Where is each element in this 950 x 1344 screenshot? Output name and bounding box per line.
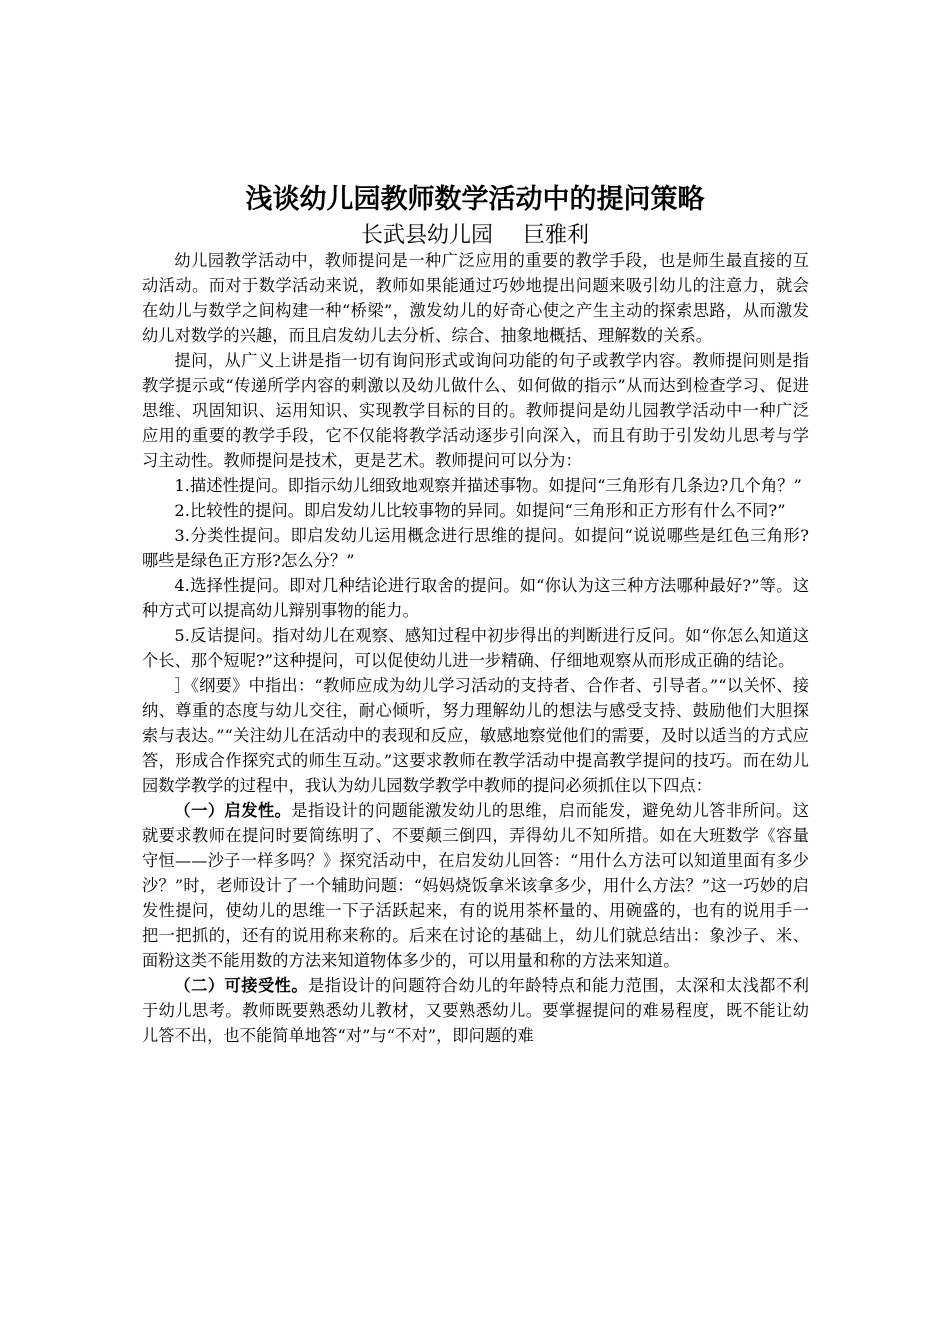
page-title: 浅谈幼儿园教师数学活动中的提问策略 [245, 184, 705, 215]
article-body [142, 248, 809, 1048]
point-2-text: 是指设计的问题符合幼儿的年龄特点和能力范围，太深和太浅都不利于幼儿思考。教师既要熟悉幼儿教材，又要熟悉幼儿。要掌握提问的难易程度，既不能让幼儿答不出，也不能简单地答“对”与“不对”，即问题的难 [142, 976, 809, 1045]
author-organization: 长武县幼儿园 [360, 223, 493, 248]
paragraph-type-4: 4.选择性提问。即对几种结论进行取舍的提问。如“你认为这三种方法哪种最好?”等。这种方式可以提高幼儿辩别事物的能力。 [142, 576, 809, 620]
paragraph-guideline: ］《纲要》中指出：“教师应成为幼儿学习活动的支持者、合作者、引导者。”“以关怀、接纳、尊重的态度与幼儿交往，耐心倾听，努力理解幼儿的想法与感受支持、鼓励他们大胆探索与表达。”“关注幼儿在活动中的表现和反应，敏感地察觉他们的需要，及时以适当的方式应答，形成合作探究式的师生互动。”这要求教师在教学活动中提高教学提问的技巧。而在幼儿园数学教学的过程中，我认为幼儿园数学教学中教师的提问必须抓住以下四点： [142, 676, 809, 795]
point-1-heading: （一）启发性。 [174, 801, 292, 820]
paragraph-type-5: 5.反诘提问。指对幼儿在观察、感知过程中初步得出的判断进行反问。如“你怎么知道这个长、那个短呢?”这种提问，可以促使幼儿进一步精确、仔细地观察从而形成正确的结论。 [142, 626, 809, 670]
paragraph-intro: 幼儿园教学活动中，教师提问是一种广泛应用的重要的教学手段，也是师生最直接的互动活动。而对于数学活动来说，教师如果能通过巧妙地提出问题来吸引幼儿的注意力，就会在幼儿与数学之间构建一种“桥梁”，激发幼儿的好奇心使之产生主动的探索思路，从而激发幼儿对数学的兴趣，而且启发幼儿去分析、综合、抽象地概括、理解数的关系。 [142, 251, 809, 345]
paragraph-point-2 [142, 973, 809, 1048]
paragraph-type-3: 3.分类性提问。即启发幼儿运用概念进行思维的提问。如提问“说说哪些是红色三角形?哪些是绿色正方形?怎么分？” [142, 526, 809, 570]
paragraph-type-1: 1.描述性提问。即指示幼儿细致地观察并描述事物。如提问“三角形有几条边?几个角？” [174, 476, 802, 495]
point-1-text: 是指设计的问题能激发幼儿的思维，启而能发，避免幼儿答非所问。这就要求教师在提问时要简练明了、不要颠三倒四，弄得幼儿不知所措。如在大班数学《容量守恒——沙子一样多吗？》探究活动中，在启发幼儿回答：“用什么方法可以知道里面有多少沙？”时，老师设计了一个辅助问题：“妈妈烧饭拿米该拿多少，用什么方法？”这一巧妙的启发性提问，使幼儿的思维一下子活跃起来，有的说用茶杯量的、用碗盛的，也有的说用手一把一把抓的，还有的说用称来称的。后来在讨论的基础上，幼儿们就总结出：象沙子、米、面粉这类不能用数的方法来知道物体多少的，可以用量和称的方法来知道。 [142, 801, 809, 970]
paragraph-type-2: 2.比较性的提问。即启发幼儿比较事物的异同。如提问“三角形和正方形有什么不同?” [174, 501, 786, 520]
point-2-heading: （二）可接受性。 [174, 976, 309, 995]
paragraph-point-1 [142, 798, 809, 973]
paragraph-definition: 提问，从广义上讲是指一切有询问形式或询问功能的句子或教学内容。教师提问则是指教学提示或“传递所学内容的刺激以及幼儿做什么、如何做的指示”从而达到检查学习、促进思维、巩固知识、运用知识、实现教学目标的目的。教师提问是幼儿园教学活动中一种广泛应用的重要的教学手段，它不仅能将教学活动逐步引向深入，而且有助于引发幼儿思考与学习主动性。教师提问是技术，更是艺术。教师提问可以分为： [142, 351, 809, 470]
author-name: 巨雅利 [523, 223, 590, 248]
